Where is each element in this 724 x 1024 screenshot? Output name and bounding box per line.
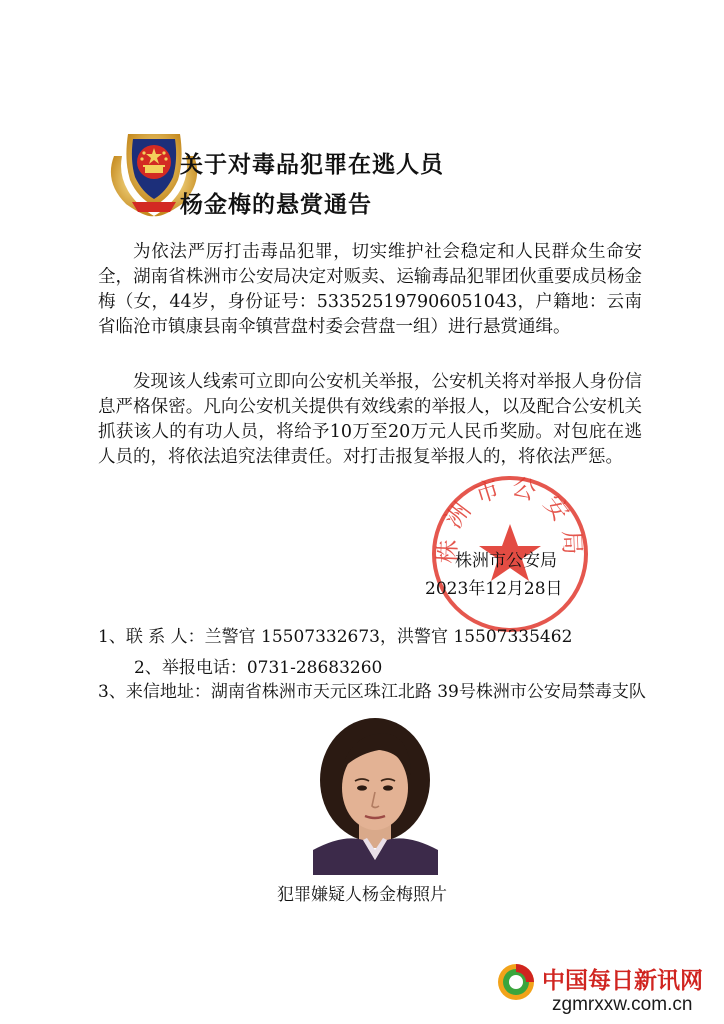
photo-caption: 犯罪嫌疑人杨金梅照片 <box>277 885 447 905</box>
site-logo-icon <box>496 962 536 1002</box>
issuer-name: 株洲市公安局 <box>455 551 557 571</box>
suspect-photo <box>313 710 438 875</box>
report-phone: 2、举报电话：0731-28683260 <box>134 658 383 678</box>
notice-paragraph-2: 发现该人线索可立即向公安机关举报，公安机关将对举报人身份信息严格保密。凡向公安机关提供有效线索的举报人，以及配合公安机关抓获该人的有功人员，将给予10万至20万元人民币奖励。对包庇在逃人员的，将依法追究法律责任。对打击报复举报人的，将依法严惩。 <box>98 372 642 467</box>
mailing-address: 3、来信地址：湖南省株洲市天元区珠江北路 39号株洲市公安局禁毒支队 <box>98 682 646 702</box>
issue-date: 2023年12月28日 <box>425 579 563 599</box>
notice-title-line2: 杨金梅的悬赏通告 <box>180 191 372 218</box>
notice-title-line1: 关于对毒品犯罪在逃人员 <box>180 151 444 178</box>
contact-persons: 1、联 系 人：兰警官 15507332673，洪警官 15507335462 <box>98 627 573 647</box>
stamp-text: 株洲市公安局 <box>433 472 587 565</box>
notice-paragraph-1: 为依法严厉打击毒品犯罪，切实维护社会稳定和人民群众生命安全，湖南省株洲市公安局决定对贩卖、运输毒品犯罪团伙重要成员杨金梅（女，44岁，身份证号：533525197906051043，户籍地：云南省临沧市镇康县南伞镇营盘村委会营盘一组）进行悬赏通缉。 <box>98 242 642 337</box>
site-brand-name: 中国每日新讯网 <box>542 968 703 994</box>
site-url[interactable]: zgmrxxw.com.cn <box>552 994 693 1015</box>
